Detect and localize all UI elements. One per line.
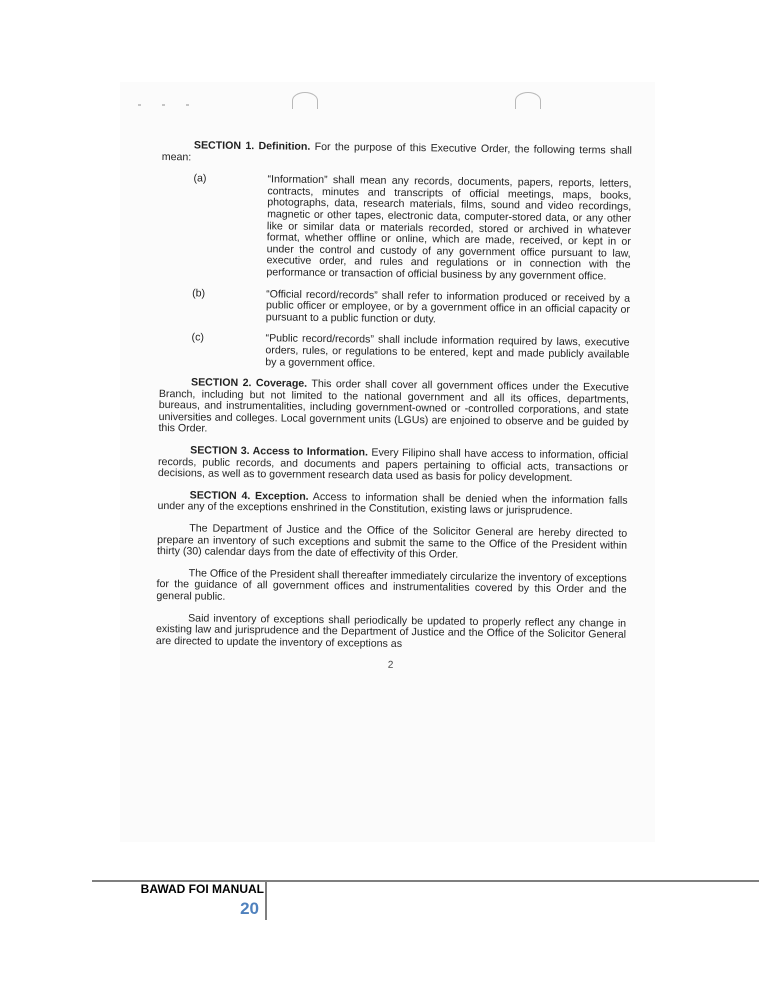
definition-item bbox=[160, 288, 630, 329]
definition-item bbox=[159, 332, 629, 373]
punch-hole bbox=[292, 92, 318, 109]
section-2 bbox=[158, 377, 629, 441]
section-heading: SECTION 3. Access to Information. bbox=[190, 444, 369, 459]
footer-divider bbox=[265, 882, 267, 920]
scan-speck bbox=[186, 104, 189, 106]
scan-page-number: 2 bbox=[387, 660, 394, 672]
definition-text: “Official record/records” shall refer to information produced or received by a public officer or employee, or by a government office in an official capacity or pursuant to a public function or duty. bbox=[265, 287, 631, 326]
definition-text: “Information” shall mean any records, documents, papers, reports, letters, contracts, minutes and transcripts of official meetings, maps, books, photographs, data, research materials, films, sound and video recordings, magnetic or other tapes, electronic data, computer-stored data, or any other like or similar data or materials recorded, stored or archived in whatever format, whether offline or online, which are made, received, or kept in or under the control and custody of any government office pursuant to law, executive order, and rules and regulations or in connection with the performance or transaction of official business by any government office. bbox=[266, 173, 632, 283]
footer-title: BAWAD FOI MANUAL bbox=[140, 882, 264, 896]
section-text: Access to information shall be denied when the information falls under any of the exceptions enshrined in the Constitution, existing laws or jurisprudence. bbox=[157, 490, 628, 518]
section-text: For the purpose of this Executive Order, the following terms shall mean: bbox=[161, 140, 632, 163]
definition-label: (b) bbox=[192, 286, 206, 300]
section-heading: SECTION 4. Exception. bbox=[189, 489, 309, 503]
punch-hole bbox=[515, 92, 541, 109]
paragraph: Said inventory of exceptions shall periodically be updated to properly reflect any change in existing law and jurisprudence and the Department of Justice and the Office of the Solicitor General are directed to update the inventory of exceptions as bbox=[155, 611, 627, 650]
paragraph: The Office of the President shall thereafter immediately circularize the inventory of exceptions for the guidance of all government offices and instrumentalities covered by this Order and the general public. bbox=[156, 567, 627, 603]
scan-speck bbox=[138, 104, 141, 106]
document-body bbox=[156, 140, 632, 675]
definition-item bbox=[160, 173, 631, 283]
section-4 bbox=[157, 490, 627, 519]
section-text: Every Filipino shall have access to information, official records, public records, and documents and papers pertaining to official acts, transactions or decisions, as well as to government research data used as basis for policy development. bbox=[157, 446, 629, 485]
section-1 bbox=[162, 140, 632, 169]
footer-page-number: 20 bbox=[240, 899, 259, 918]
section-heading: SECTION 1. Definition. bbox=[193, 139, 311, 153]
scan-speck bbox=[162, 104, 165, 106]
section-3 bbox=[158, 445, 628, 486]
definition-label: (a) bbox=[193, 172, 207, 185]
definition-label: (c) bbox=[191, 331, 205, 344]
section-text: This order shall cover all government offices under the Executive Branch, including but not limited to the national government and all its offices, departments, bureaus, and instrumentalities, including government-owned or -controlled corporations, and state universities and colleges. Local government units (LGUs) are enjoined to observe and be guided by this Order. bbox=[158, 377, 630, 436]
paragraph: The Department of Justice and the Office of the Solicitor General are hereby directed to prepare an inventory of such exceptions and submit the same to the Office of the President within thirty (30) calendar days from the date of effectivity of this Order. bbox=[156, 522, 628, 561]
section-heading: SECTION 2. Coverage. bbox=[190, 376, 308, 390]
punch-holes bbox=[120, 92, 655, 112]
definition-text: “Public record/records” shall include information required by laws, executive orders, rules, or regulations to be entered, kept and made publicly available by a government office. bbox=[265, 332, 630, 370]
